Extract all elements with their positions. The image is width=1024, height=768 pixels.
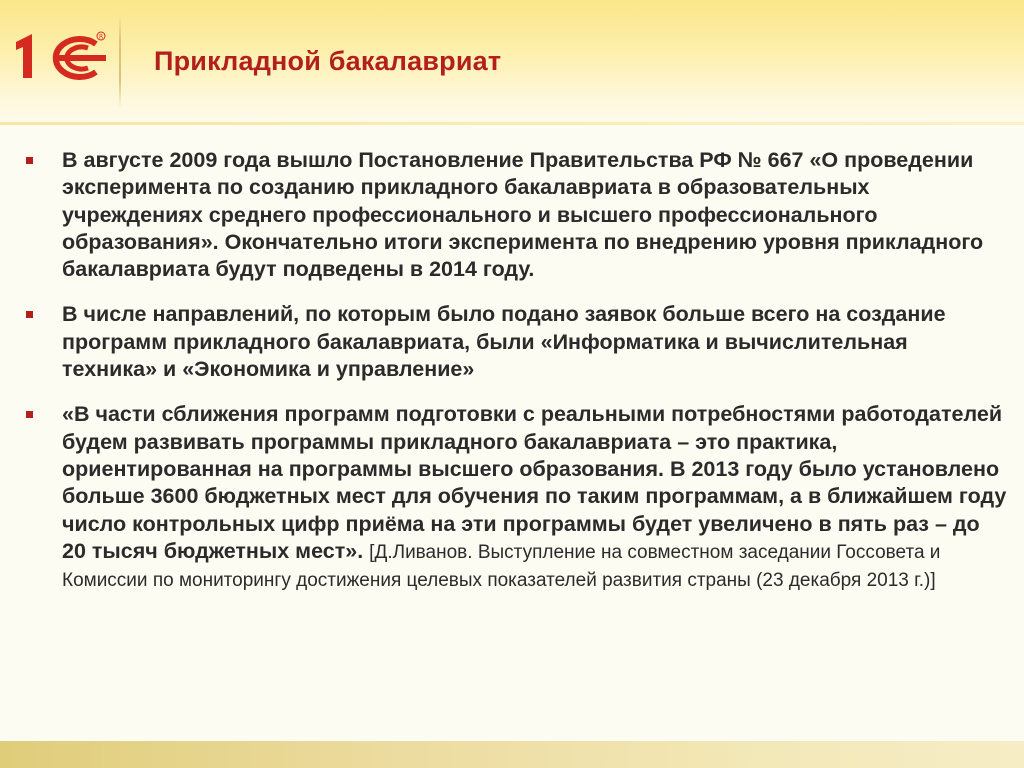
slide-title: Прикладной бакалавриат [154, 46, 502, 76]
bullet-text: «В части сближения программ подготовки с реальными потребностями работодателей будем развивать программы прикладного бакалавриата – это практика, ориентированная на программы высшего образования. В 2013 году было установлено больше 3600 бюджетных мест для обучения по таким программам, а в ближайшем году число контрольных цифр приёма на эти программы будет увеличено в пять раз – до 20 тысяч бюджетных мест». [62, 402, 1007, 563]
bullet-text: В числе направлений, по которым было подано заявок больше всего на создание программ прикладного бакалавриата, были «Информатика и вычислительная техника» и «Экономика и управление» [62, 302, 946, 382]
bullet-text: В августе 2009 года вышло Постановление Правительства РФ № 667 «О проведении эксперимента по созданию прикладного бакалавриата в образовательных учреждениях среднего профессионального и высшего профессионального образования». Окончательно итоги эксперимента по внедрению уровня прикладного бакалавриата будут подведены в 2014 году. [62, 148, 984, 282]
bullet-item [22, 147, 1007, 283]
bullet-marker-icon [26, 157, 33, 164]
footer-band [0, 741, 1024, 768]
bullet-list [22, 147, 1007, 594]
bullet-marker-icon [26, 311, 33, 318]
header-rule [0, 122, 1024, 125]
svg-text:R: R [99, 33, 104, 41]
1c-logo-icon [12, 30, 108, 86]
bullet-marker-icon [26, 411, 33, 418]
bullet-item [22, 401, 1007, 594]
bullet-item [22, 301, 1007, 383]
logo-divider [119, 14, 121, 108]
quote-citation: [Д.Ливанов. Выступление на совместном заседании Госсовета и Комиссии по мониторингу достижения целевых показателей развития страны (23 декабря 2013 г.)] [62, 541, 941, 592]
